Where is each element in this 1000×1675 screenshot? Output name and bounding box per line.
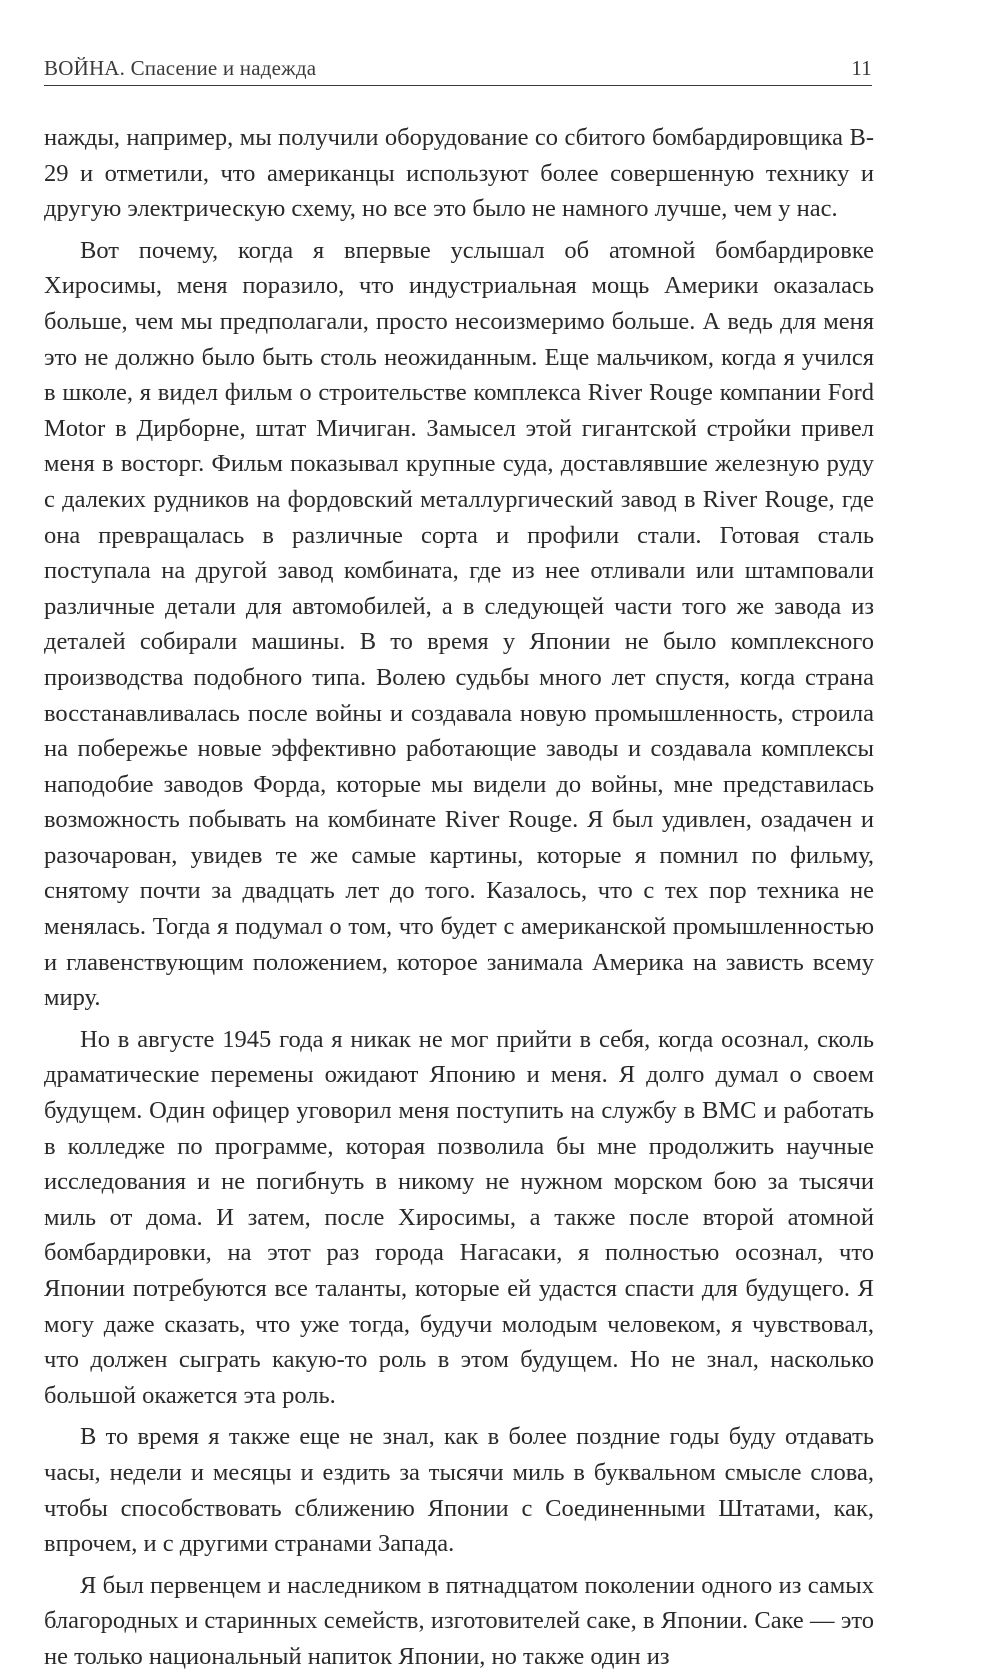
paragraph-continued: нажды, например, мы получили оборудование со сбитого бомбардировщика B-29 и отметили, что американцы используют более совершенную технику и другую электрическую схему, но все это было не намного лучше, чем у нас. [44,124,874,223]
paragraph-hiroshima: Вот почему, когда я впервые услышал об атомной бомбардировке Хиросимы, меня поразило, что индустриальная мощь Америки оказалась больше, чем мы предполагали, просто несоизмеримо больше. А ведь для меня это не должно было быть столь неожиданным. Еще мальчиком, когда я учился в школе, я видел фильм о строительстве комплекса River Rouge компании Ford Motor в Дирборне, штат Мичиган. Замысел этой гигантской стройки привел меня в восторг. Фильм показывал крупные суда, доставлявшие железную руду с далеких рудников на фордовский металлургический завод в River Rouge, где она превращалась в различные сорта и профили стали. Готовая сталь поступала на другой завод комбината, где из нее отливали или штамповали различные детали для автомобилей, а в следующей части того же завода из деталей собирали машины. В то время у Японии не было комплексного производства подобного типа. Волею судьбы много лет спустя, когда страна восстанавливалась после войны и создавала новую промышленность, строила на побережье новые эффективно работающие заводы и создавала комплексы наподобие заводов Форда, которые мы видели до войны, мне представилась возможность побывать на комбинате River Rouge. Я был удивлен, озадачен и разочарован, увидев те же самые картины, которые я помнил по фильму, снятому почти за двадцать лет до того. Казалось, что с тех пор техника не менялась. Тогда я подумал о том, что будет с американской промышленностью и главенствующим положением, которое занимала Америка на зависть всему миру. [44,236,874,1012]
paragraph-west-relations: В то время я также еще не знал, как в более поздние годы буду отдавать часы, недели и месяцы и ездить за тысячи миль в буквальном смысле слова, чтобы способствовать сближению Японии с Соединенными Штатами, как, впрочем, и с другими странами Запада. [44,1423,874,1558]
body-text [44,120,874,1675]
paragraph-sake-family: Я был первенцем и наследником в пятнадцатом поколении одного из самых благородных и старинных семейств, изготовителей саке, в Японии. Саке — это не только национальный напиток Японии, но также один из [44,1571,874,1670]
page-number: 11 [851,56,872,80]
running-header [44,52,872,86]
paragraph-august-1945: Но в августе 1945 года я никак не мог прийти в себя, когда осознал, сколь драматические перемены ожидают Японию и меня. Я долго думал о своем будущем. Один офицер уговорил меня поступить на службу в ВМС и работать в колледже по программе, которая позволила бы мне продолжить научные исследования и не погибнуть в никому не нужном морском бою за тысячи миль от дома. И затем, после Хиросимы, а также после второй атомной бомбардировки, на этот раз города Нагасаки, я полностью осознал, что Японии потребуются все таланты, которые ей удастся спасти для будущего. Я могу даже сказать, что уже тогда, будучи молодым человеком, я чувствовал, что должен сыграть какую-то роль в этом будущем. Но не знал, насколько большой окажется эта роль. [44,1025,874,1409]
running-title: ВОЙНА. Спасение и надежда [44,56,317,80]
